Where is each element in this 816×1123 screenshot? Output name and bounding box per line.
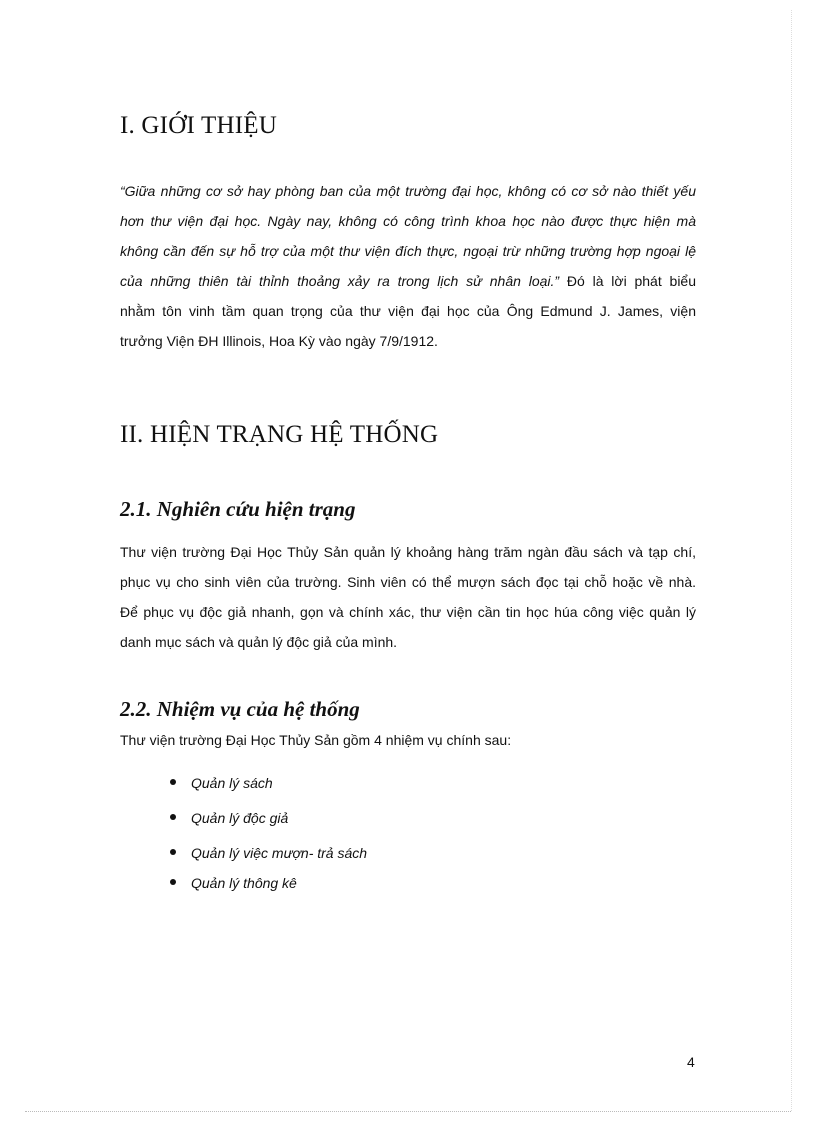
page-border-bottom: [25, 1111, 791, 1112]
body-line: danh mục sách và quản lý độc giả của mình.: [120, 634, 398, 650]
quote-line: “Giữa những cơ sở hay phòng ban của một trường đại học, không có cơ sở nào thiết yếu: [120, 183, 696, 199]
page-number: 4: [687, 1054, 695, 1070]
quote-line: không cần đến sự hỗ trợ của một thư viện đích thực, ngoại trừ những trường hợp ngoại lệ: [120, 243, 696, 259]
task-label: Quản lý độc giả: [191, 810, 289, 826]
bullet-icon: [170, 779, 176, 785]
bullet-icon: [170, 849, 176, 855]
list-item: [170, 810, 288, 830]
body-line: Để phục vụ độc giả nhanh, gọn và chính xác, thư viện cần tin học húa công việc quản lý: [120, 604, 696, 620]
section-1-heading: I. GIỚI THIỆU: [120, 112, 277, 139]
task-label: Quản lý sách: [191, 775, 273, 791]
bullet-icon: [170, 814, 176, 820]
list-item: [170, 875, 297, 895]
body-line: nhằm tôn vinh tầm quan trọng của thư viện đại học của Ông Edmund J. James, viện: [120, 303, 696, 319]
body-line: Thư viện trường Đại Học Thủy Sản quản lý khoảng hàng trăm ngàn đầu sách và tạp chí,: [120, 544, 696, 560]
quote-line: hơn thư viện đại học. Ngày nay, không có công trình khoa học nào được thực hiện mà: [120, 213, 696, 229]
body-line: trưởng Viện ĐH Illinois, Hoa Kỳ vào ngày 7/9/1912.: [120, 333, 438, 349]
quote-final-line: [120, 266, 696, 296]
subsection-2-1-paragraph: [120, 537, 696, 657]
section-1-paragraph: [120, 176, 696, 356]
bullet-icon: [170, 879, 176, 885]
section-2-heading: II. HIỆN TRẠNG HỆ THỐNG: [120, 421, 439, 448]
quote-attribution: Đó là lời phát biểu: [559, 273, 697, 289]
subsection-2-2-heading: 2.2. Nhiệm vụ của hệ thống: [120, 697, 360, 721]
subsection-2-1-heading: 2.1. Nghiên cứu hiện trạng: [120, 497, 356, 521]
task-label: Quản lý việc mượn- trả sách: [191, 845, 368, 861]
task-label: Quản lý thông kê: [191, 875, 297, 891]
list-item: [170, 775, 273, 795]
page-border-right: [791, 10, 792, 1111]
body-line: phục vụ cho sinh viên của trường. Sinh viên có thể mượn sách đọc tại chỗ hoặc về nhà.: [120, 574, 696, 590]
list-item: [170, 845, 367, 865]
quote-line: của những thiên tài thỉnh thoảng xảy ra trong lịch sử nhân loại.”: [120, 273, 560, 289]
tasks-intro: Thư viện trường Đại Học Thủy Sản gồm 4 nhiệm vụ chính sau:: [120, 732, 512, 748]
